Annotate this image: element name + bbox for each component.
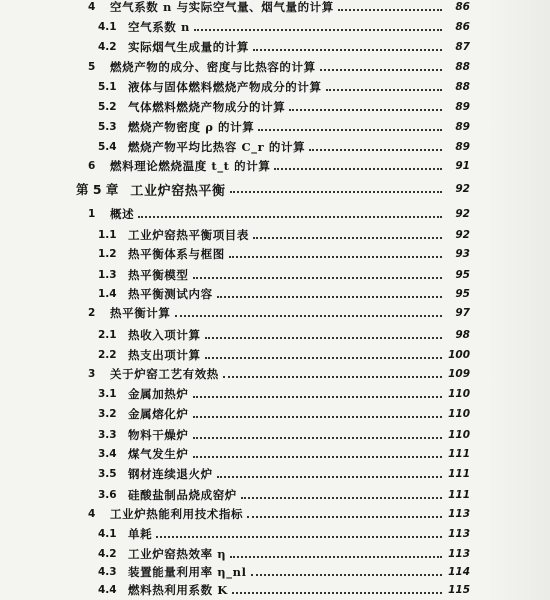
entry-title: 金属加热炉 (128, 387, 189, 401)
entry-number: 4.4 (98, 584, 117, 596)
entry-number: 1.3 (98, 269, 117, 281)
entry-number: 4.1 (98, 21, 117, 33)
dot-leader (223, 376, 442, 378)
entry-page: 114 (448, 566, 470, 578)
dot-leader (193, 416, 443, 418)
entry-number: 3.6 (98, 489, 117, 501)
toc-entry (88, 0, 470, 16)
toc-entry (98, 98, 470, 116)
entry-page: 87 (455, 41, 470, 53)
entry-page: 111 (448, 489, 470, 501)
entry-page: 95 (455, 288, 470, 300)
entry-page: 113 (448, 528, 470, 540)
entry-page: 100 (448, 349, 470, 361)
entry-title: 硅酸盐制品烧成窑炉 (128, 488, 237, 502)
dot-leader (289, 109, 442, 111)
entry-page: 89 (455, 121, 470, 133)
entry-title: 热平衡模型 (128, 268, 189, 282)
toc-entry (88, 58, 470, 76)
entry-number: 4.1 (98, 528, 117, 540)
entry-number: 3.3 (98, 429, 117, 441)
entry-number: 1.2 (98, 248, 117, 260)
toc-entry (98, 545, 470, 563)
dot-leader (205, 337, 442, 339)
entry-number: 4.2 (98, 41, 117, 53)
entry-number: 3.5 (98, 468, 117, 480)
toc-entry (98, 18, 470, 36)
toc-entry (98, 465, 470, 483)
entry-number: 5.1 (98, 81, 117, 93)
dot-leader (258, 129, 442, 131)
dot-leader (217, 476, 442, 478)
entry-page: 92 (455, 208, 470, 220)
toc-entry (98, 405, 470, 423)
dot-leader (194, 29, 442, 31)
dot-leader (193, 437, 443, 439)
entry-number: 1.1 (98, 229, 117, 241)
entry-number: 4.2 (98, 548, 117, 560)
entry-title: 热收入项计算 (128, 328, 201, 342)
entry-title: 实际烟气生成量的计算 (128, 40, 249, 54)
entry-number: 5 (88, 61, 96, 73)
toc-entry (98, 486, 470, 504)
entry-page: 91 (455, 160, 470, 172)
entry-page: 92 (455, 183, 470, 195)
entry-page: 97 (455, 307, 470, 319)
entry-page: 86 (455, 21, 470, 33)
toc-entry (98, 78, 470, 96)
chapter-title: 工业炉窑热平衡 (130, 183, 226, 199)
toc-entry (98, 426, 470, 444)
entry-number: 4 (88, 508, 96, 520)
entry-number: 5.4 (98, 141, 117, 153)
entry-page: 89 (455, 141, 470, 153)
toc-entry (98, 118, 470, 136)
dot-leader (230, 556, 442, 558)
entry-number: 4.3 (98, 566, 117, 578)
entry-page: 111 (448, 468, 470, 480)
entry-page: 93 (455, 248, 470, 260)
toc-entry (98, 266, 470, 284)
dot-leader (217, 296, 442, 298)
dot-leader (138, 216, 442, 218)
entry-title: 关于炉窑工艺有效热 (110, 367, 219, 381)
toc-entry (98, 563, 470, 581)
entry-title: 燃烧产物密度 ρ 的计算 (128, 120, 255, 134)
entry-page: 98 (455, 329, 470, 341)
dot-leader (241, 497, 442, 499)
dot-leader (193, 456, 443, 458)
entry-number: 2.1 (98, 329, 117, 341)
dot-leader (251, 574, 442, 576)
entry-title: 工业炉窑热平衡项目表 (128, 228, 249, 242)
toc-entry (98, 285, 470, 303)
entry-number: 5.3 (98, 121, 117, 133)
entry-page: 113 (448, 508, 470, 520)
entry-title: 热平衡测试内容 (128, 287, 213, 301)
entry-number: 3.1 (98, 388, 117, 400)
entry-page: 113 (448, 548, 470, 560)
entry-title: 空气系数 n (128, 20, 190, 34)
entry-page: 89 (455, 101, 470, 113)
entry-title: 燃烧产物平均比热容 C_r 的计算 (128, 140, 306, 154)
entry-number: 1.4 (98, 288, 117, 300)
dot-leader (193, 277, 443, 279)
entry-number: 3 (88, 368, 96, 380)
toc-entry (98, 326, 470, 344)
entry-title: 工业炉热能利用技术指标 (110, 507, 244, 521)
entry-number: 5.2 (98, 101, 117, 113)
toc-entry (98, 525, 470, 543)
dot-leader (247, 516, 442, 518)
entry-title: 物料干燥炉 (128, 428, 189, 442)
dot-leader (326, 89, 442, 91)
toc-entry (88, 365, 470, 383)
entry-title: 概述 (110, 207, 135, 221)
entry-title: 单耗 (128, 527, 153, 541)
entry-title: 空气系数 n 与实际空气量、烟气量的计算 (110, 0, 334, 14)
entry-page: 109 (448, 368, 470, 380)
dot-leader (253, 237, 442, 239)
toc-entry (88, 205, 470, 223)
entry-page: 111 (448, 448, 470, 460)
entry-page: 88 (455, 81, 470, 93)
entry-title: 金属熔化炉 (128, 407, 189, 421)
entry-title: 燃料理论燃烧温度 t_t 的计算 (110, 159, 271, 173)
toc-entry (98, 226, 470, 244)
toc-entry (98, 445, 470, 463)
dot-leader (309, 149, 442, 151)
entry-page: 110 (448, 429, 470, 441)
chapter-number: 第 5 章 (76, 182, 119, 197)
dot-leader (175, 315, 443, 317)
entry-number: 2 (88, 307, 96, 319)
entry-number: 3.2 (98, 408, 117, 420)
entry-page: 86 (455, 1, 470, 13)
entry-title: 钢材连续退火炉 (128, 467, 213, 481)
entry-number: 4 (88, 1, 96, 13)
entry-title: 燃烧产物的成分、密度与比热容的计算 (110, 60, 316, 74)
entry-page: 110 (448, 388, 470, 400)
entry-page: 88 (455, 61, 470, 73)
dot-leader (229, 256, 442, 258)
entry-page: 92 (455, 229, 470, 241)
entry-number: 3.4 (98, 448, 117, 460)
dot-leader (274, 168, 442, 170)
entry-number: 1 (88, 208, 96, 220)
entry-title: 燃料热利用系数 K (128, 583, 228, 597)
toc-entry (98, 346, 470, 364)
entry-page: 95 (455, 269, 470, 281)
toc-entry (98, 581, 470, 599)
chapter-heading (76, 180, 470, 198)
entry-page: 115 (448, 584, 470, 596)
entry-title: 热支出项计算 (128, 348, 201, 362)
entry-number: 6 (88, 160, 96, 172)
dot-leader (156, 536, 442, 538)
dot-leader (320, 69, 442, 71)
dot-leader (230, 191, 442, 193)
dot-leader (232, 592, 442, 594)
dot-leader (205, 357, 442, 359)
entry-title: 装置能量利用率 η_nl (128, 565, 247, 579)
page-edge-shadow (486, 0, 550, 600)
entry-title: 气体燃料燃烧产物成分的计算 (128, 100, 286, 114)
toc-entry (88, 304, 470, 322)
toc-entry (88, 505, 470, 523)
dot-leader (253, 49, 442, 51)
toc-entry (98, 38, 470, 56)
toc-entry (98, 385, 470, 403)
toc-entry (98, 245, 470, 263)
entry-title: 煤气发生炉 (128, 447, 189, 461)
dot-leader (338, 9, 442, 11)
entry-number: 2.2 (98, 349, 117, 361)
toc-entry (88, 157, 470, 175)
entry-page: 110 (448, 408, 470, 420)
entry-title: 热平衡计算 (110, 306, 171, 320)
toc-entry (98, 138, 470, 156)
entry-title: 工业炉窑热效率 η (128, 547, 227, 561)
dot-leader (193, 396, 443, 398)
entry-title: 液体与固体燃料燃烧产物成分的计算 (128, 80, 322, 94)
entry-title: 热平衡体系与框图 (128, 247, 225, 261)
